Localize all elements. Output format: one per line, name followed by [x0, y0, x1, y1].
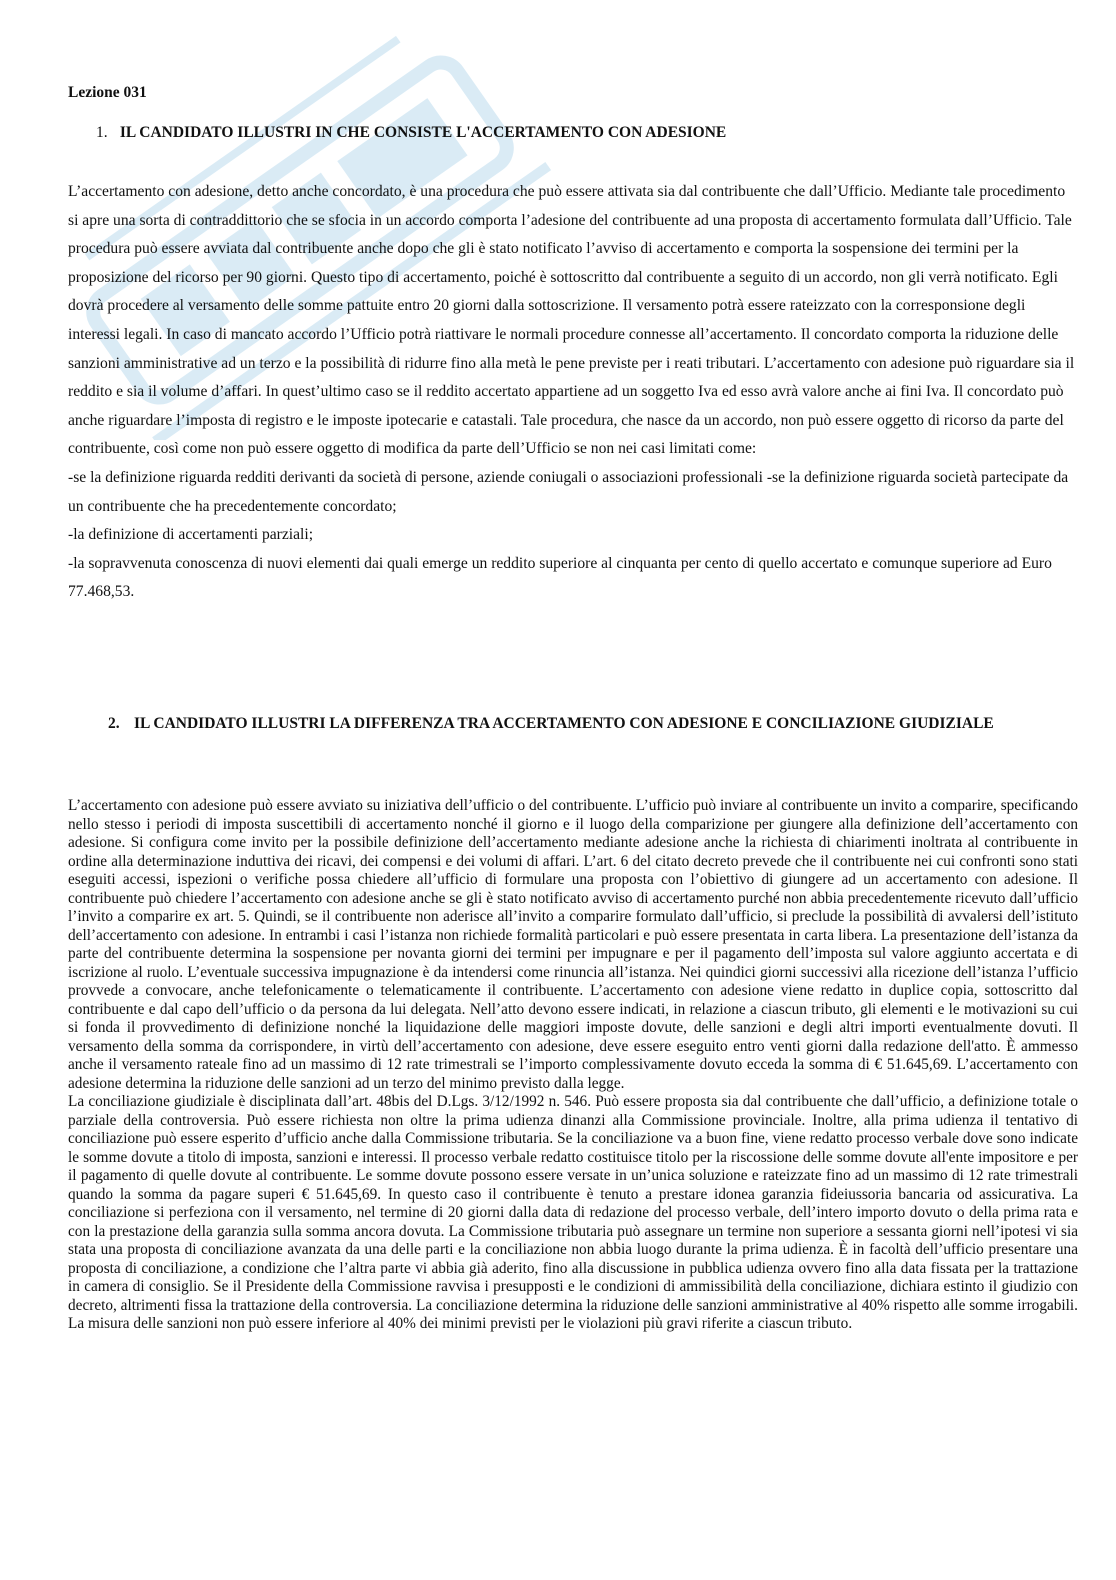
question-2-answer	[68, 797, 1078, 1334]
question-1-number: 1.	[96, 124, 108, 141]
answer-paragraph: -la definizione di accertamenti parziali;	[68, 526, 314, 544]
answer-paragraph: -se la definizione riguarda redditi derivanti da società di persone, aziende coniugali o associazioni professionali -se la definizione riguarda società partecipate da un contribuente che ha precedentemente concordato;	[68, 468, 1069, 515]
answer-paragraph: L’accertamento con adesione può essere avviato su iniziativa dell’ufficio o del contribuente. L’ufficio può inviare al contribuente un invito a comparire, specificando nello stesso i periodi di imposta suscettibili di accertamento nonché il giorno e il luogo della comparizione per giungere alla definizione dell’accertamento con adesione. Si configura come invito per la possibile definizione dell’accertamento mediante adesione anche la richiesta di chiarimenti inoltrata al contribuente in ordine alla determinazione induttiva dei ricavi, dei compensi e dei volumi di affari. L’art. 6 del citato decreto prevede che il contribuente nei cui confronti sono stati eseguiti accessi, ispezioni o verifiche possa chiedere all’ufficio di formulare una proposta con l’obiettivo di giungere ad un accertamento con adesione. Il contribuente può chiedere l’accertamento con adesione anche se gli è stato notificato avviso di accertamento purché non abbia precedentemente ricevuto dall’ufficio l’invito a comparire ex art. 5. Quindi, se il contribuente non aderisce all’invito a comparire formulato dall’ufficio, si preclude la possibilità di avvalersi dell’istituto dell’accertamento con adesione. In entrambi i casi l’istanza non richiede formalità particolari e può essere presentata in carta libera. La presentazione dell’istanza da parte del contribuente determina la sospensione per novanta giorni dei termini per impugnare e per il pagamento dell’imposta sul valore aggiunto accertata e di iscrizione al ruolo. L’eventuale successiva impugnazione è da intendersi come rinuncia all’istanza. Nei quindici giorni successivi alla ricezione dell’istanza l’ufficio provvede a convocare, anche telefonicamente o telematicamente il contribuente. L’accertamento con adesione viene redatto in duplice copia, sottoscritto dal contribuente e dal capo dell’ufficio o da persona da lui delegata. Nell’atto devono essere indicati, in relazione a ciascun tributo, gli elementi e le motivazioni su cui si fonda il provvedimento di definizione nonché la liquidazione delle maggiori imposte dovute, delle sanzioni e degli altri importi eventualmente dovuti. Il versamento della somma da corrispondere, in virtù dell’accertamento con adesione, deve essere eseguito entro venti giorni dalla redazione dell'atto. È ammesso anche il versamento rateale fino ad un massimo di 12 rate trimestrali se l’importo complessivamente dovuto ecceda la somma di € 51.645,69. L’accertamento con adesione determina la riduzione delle sanzioni ad un terzo del minimo previsto dalla legge.	[68, 797, 1078, 1092]
answer-paragraph: -la sopravvenuta conoscenza di nuovi elementi dai quali emerge un reddito superiore al cinquanta per cento di quello accertato e comunque superiore ad Euro 77.468,53.	[68, 554, 1052, 601]
question-1-heading	[96, 124, 1066, 142]
question-2-heading	[108, 712, 1084, 736]
question-1-title: IL CANDIDATO ILLUSTRI IN CHE CONSISTE L'ACCERTAMENTO CON ADESIONE	[119, 124, 727, 141]
lesson-heading: Lezione 031	[68, 84, 147, 101]
question-1-answer	[68, 178, 1076, 607]
question-2-number: 2.	[108, 715, 120, 732]
question-2-title: IL CANDIDATO ILLUSTRI LA DIFFERENZA TRA ACCERTAMENTO CON ADESIONE E CONCILIAZIONE GIUDIZIALE	[134, 715, 994, 732]
answer-paragraph: L’accertamento con adesione, detto anche concordato, è una procedura che può essere attivata sia dal contribuente che dall’Ufficio. Mediante tale procedimento si apre una sorta di contraddittorio che se sfocia in un accordo comporta l’adesione del contribuente ad una proposta di accertamento formulata dall’Ufficio. Tale procedura può essere avviata dal contribuente anche dopo che gli è stato notificato l’avviso di accertamento e comporta la sospensione dei termini per la proposizione del ricorso per 90 giorni. Questo tipo di accertamento, poiché è sottoscritto dal contribuente a seguito di un accordo, non gli verrà notificato. Egli dovrà procedere al versamento delle somme pattuite entro 20 giorni dalla sottoscrizione. Il versamento potrà essere rateizzato con la corresponsione degli interessi legali. In caso di mancato accordo l’Ufficio potrà riattivare le normali procedure connesse all’accertamento. Il concordato comporta la riduzione delle sanzioni amministrative ad un terzo e la possibilità di ridurre fino alla metà le pene previste per i reati tributari. L’accertamento con adesione può riguardare sia il reddito e sia il volume d’affari. In quest’ultimo caso se il reddito accertato appartiene ad un soggetto Iva ed esso avrà valore anche ai fini Iva. Il concordato può anche riguardare l’imposta di registro e le imposte ipotecarie e catastali. Tale procedura, che nasce da un accordo, non può essere oggetto di ricorso da parte del contribuente, così come non può essere oggetto di modifica da parte dell’Ufficio se non nei casi limitati come:	[68, 183, 1075, 458]
answer-paragraph: La conciliazione giudiziale è disciplinata dall’art. 48bis del D.Lgs. 3/12/1992 n. 546. Può essere proposta sia dal contribuente che dall’ufficio, a definizione totale o parziale della controversia. Può essere richiesta non oltre la prima udienza dinanzi alla Commissione provinciale. Inoltre, alla prima udienza il tentativo di conciliazione può essere esperito d’ufficio anche dalla Commissione tributaria. Se la conciliazione va a buon fine, viene redatto processo verbale dove sono indicate le somme dovute a titolo di imposta, sanzioni e interessi. Il processo verbale redatto costituisce titolo per la riscossione delle somme dovute all'ente impositore e per il pagamento di quelle dovute al contribuente. Le somme dovute possono essere versate in un’unica soluzione e rateizzate fino ad un massimo di 12 rate trimestrali quando la somma da pagare superi € 51.645,69. In questo caso il contribuente è tenuto a prestare idonea garanzia fideiussoria bancaria od assicurativa. La conciliazione si perfeziona con il versamento, nel termine di 20 giorni dalla data di redazione del processo verbale, dell’intero importo dovuto o della prima rata e con la prestazione della garanzia sulla somma ancora dovuta. La Commissione tributaria può assegnare un termine non superiore a sessanta giorni nell’ipotesi vi sia stata una proposta di conciliazione avanzata da una delle parti e la conciliazione non abbia luogo durante la prima udienza. È in facoltà dell’ufficio presentare una proposta di conciliazione, a condizione che l’altra parte vi abbia già aderito, fino alla discussione in pubblica udienza ovvero fino alla data fissata per la trattazione in camera di consiglio. Se il Presidente della Commissione ravvisa i presupposti e le condizioni di ammissibilità della conciliazione, dichiara estinto il giudizio con decreto, altrimenti fissa la trattazione della controversia. La conciliazione determina la riduzione delle sanzioni amministrative al 40% rispetto alle somme irrogabili. La misura delle sanzioni non può essere inferiore al 40% dei minimi previsti per le violazioni più gravi riferite a ciascun tributo.	[68, 1093, 1078, 1332]
